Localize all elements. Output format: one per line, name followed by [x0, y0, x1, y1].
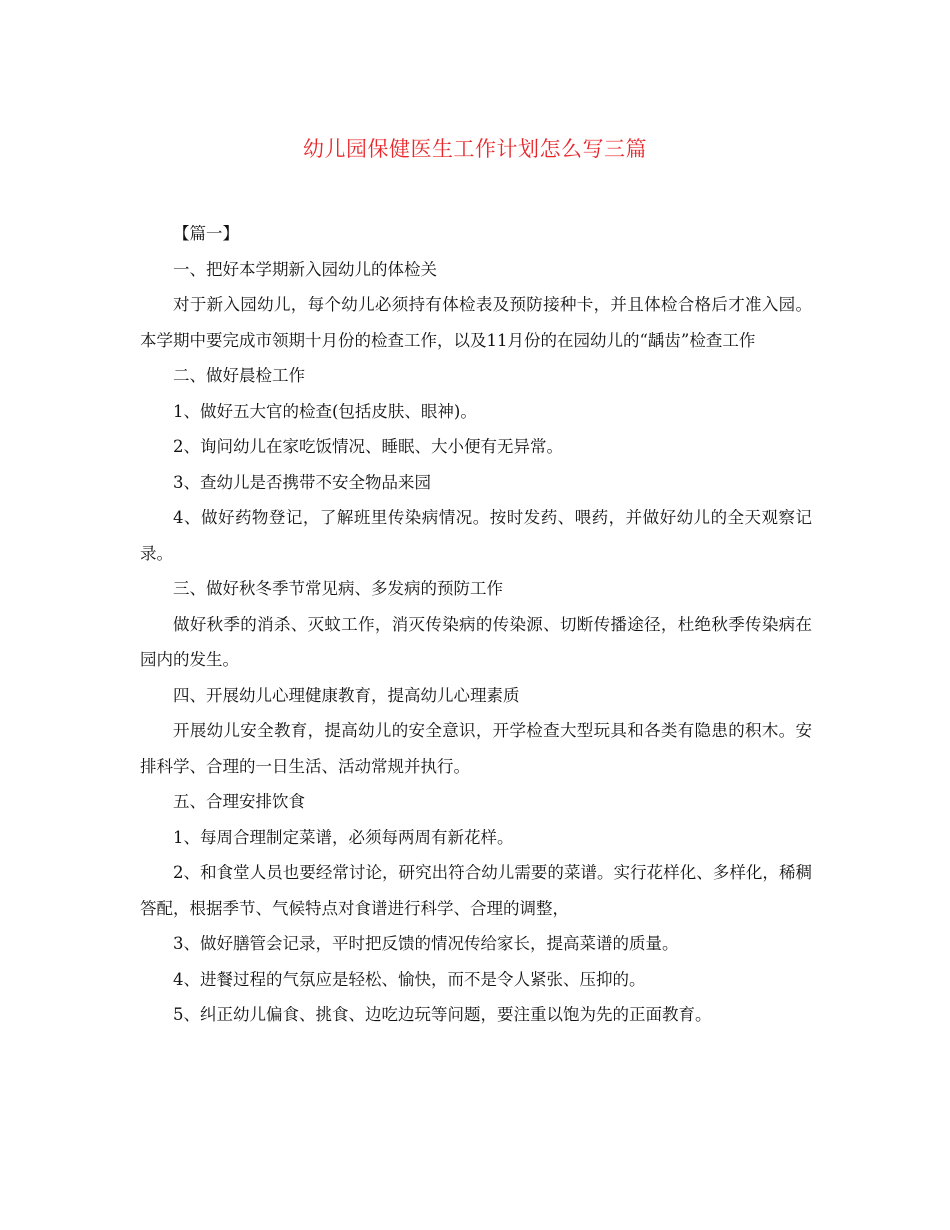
list-item: 1、每周合理制定菜谱，必须每两周有新花样。 [173, 827, 514, 847]
list-item: 1、做好五大官的检查(包括皮肤、眼神)。 [173, 401, 477, 421]
list-item: 3、查幼儿是否携带不安全物品来园 [173, 472, 431, 492]
heading-4: 四、开展幼儿心理健康教育，提高幼儿心理素质 [173, 685, 520, 705]
section-label: 【篇一】 [173, 224, 239, 243]
list-item: 2、询问幼儿在家吃饭情况、睡眠、大小便有无异常。 [173, 437, 563, 456]
heading-1: 一、把好本学期新入园幼儿的体检关 [173, 259, 437, 279]
heading-2: 二、做好晨检工作 [173, 366, 305, 385]
list-item: 2、和食堂人员也要经常讨论，研究出符合幼儿需要的菜谱。实行花样化、多样化，稀稠答配，根据季节、气候特点对食谱进行科学、合理的调整， [140, 863, 812, 918]
list-item: 5、纠正幼儿偏食、挑食、边吃边玩等问题，要注重以饱为先的正面教育。 [173, 1005, 712, 1024]
paragraph: 对于新入园幼儿，每个幼儿必须持有体检表及预防接种卡，并且体检合格后才准入园。本学期中要完成市领期十月份的检查工作，以及11月份的在园幼儿的“龋齿”检查工作 [140, 295, 812, 350]
paragraph: 做好秋季的消杀、灭蚊工作，消灭传染病的传染源、切断传播途径，杜绝秋季传染病在园内的发生。 [140, 614, 812, 669]
list-item: 4、进餐过程的气氛应是轻松、愉快，而不是令人紧张、压抑的。 [173, 969, 646, 989]
heading-3: 三、做好秋冬季节常见病、多发病的预防工作 [173, 579, 503, 598]
heading-5: 五、合理安排饮食 [173, 792, 305, 811]
list-item: 3、做好膳管会记录，平时把反馈的情况传给家长，提高菜谱的质量。 [173, 934, 679, 953]
document-body [140, 216, 812, 1033]
list-item: 4、做好药物登记，了解班里传染病情况。按时发药、喂药，并做好幼儿的全天观察记录。 [140, 508, 812, 563]
paragraph: 开展幼儿安全教育，提高幼儿的安全意识，开学检查大型玩具和各类有隐患的积木。安排科学、合理的一日生活、活动常规并执行。 [140, 721, 812, 776]
document-title: 幼儿园保健医生工作计划怎么写三篇 [303, 137, 647, 161]
